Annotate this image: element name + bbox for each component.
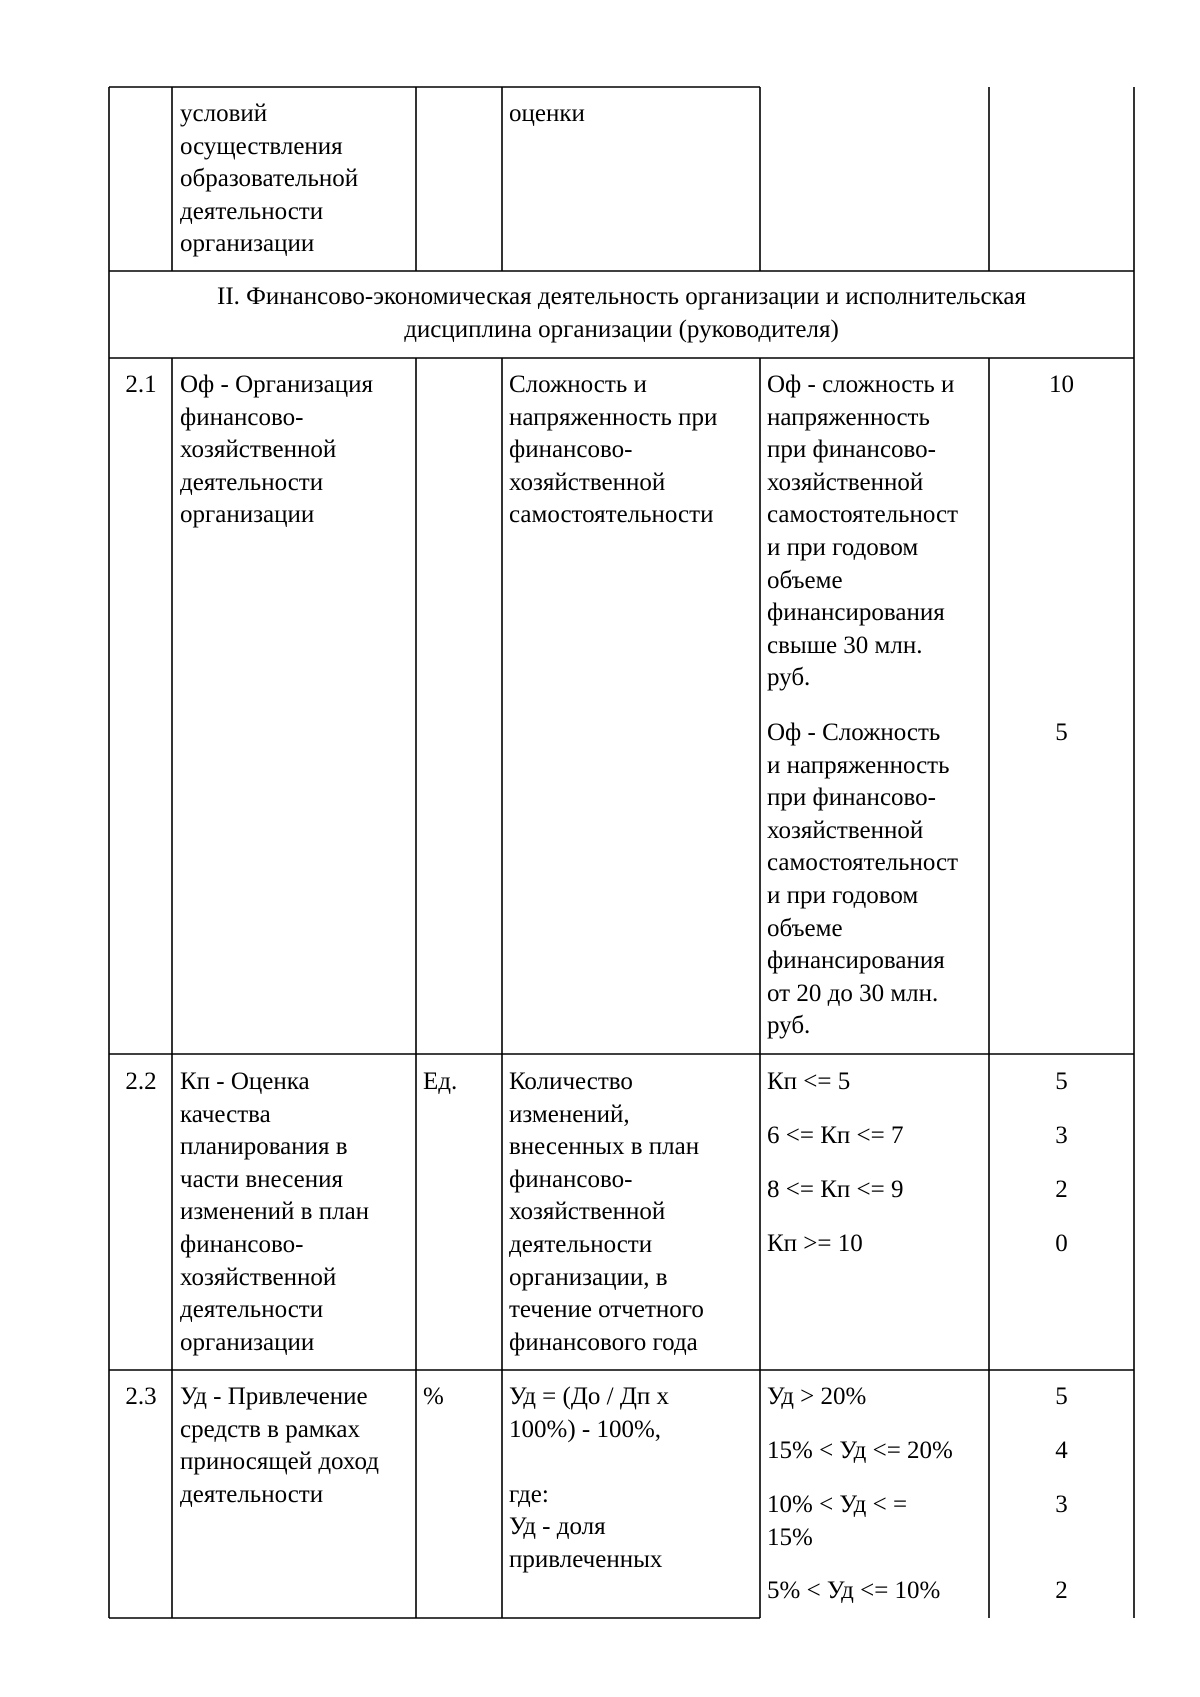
- row-2-2-points-3: 2: [1055, 1176, 1068, 1203]
- row-2-2-number: 2.2: [125, 1068, 157, 1095]
- row-2-2-points-1: 5: [1055, 1068, 1068, 1095]
- row-2-3-number: 2.3: [125, 1383, 157, 1410]
- row-2-3-points-1: 5: [1055, 1383, 1068, 1410]
- row-2-1-points-1: 10: [1049, 371, 1074, 398]
- row-2-1-criterion-1: Оф - сложность и напряженность при финансово- хозяйственной самостоятельност и при годовом объеме финансирования свыше 30 млн. руб.: [767, 371, 959, 692]
- row-2-2-method: Количество изменений, внесенных в план финансово- хозяйственной деятельности организации, в течение отчетного финансового года: [509, 1068, 704, 1356]
- row-2-1-indicator: Оф - Организация финансово- хозяйственной деятельности организации: [180, 371, 373, 529]
- row-2-1-criterion-2: Оф - Сложность и напряженность при финансово- хозяйственной самостоятельност и при годовом объеме финансирования от 20 до 30 млн. руб.: [767, 719, 959, 1040]
- row-2-2-unit: Ед.: [423, 1068, 458, 1095]
- row-2-3-method: Уд = (До / Дп х 100%) - 100%, где: Уд - доля привлеченных: [509, 1383, 670, 1573]
- row-2-3-unit: %: [423, 1383, 444, 1410]
- cont-method: оценки: [509, 100, 585, 127]
- row-2-2-points-4: 0: [1055, 1230, 1068, 1257]
- row-2-2-criterion-1: Кп <= 5: [767, 1068, 851, 1095]
- row-2-3-points-4: 2: [1055, 1577, 1068, 1604]
- row-2-1-number: 2.1: [125, 371, 157, 398]
- row-2-2-criterion-4: Кп >= 10: [767, 1230, 863, 1257]
- row-2-1-method: Сложность и напряженность при финансово- хозяйственной самостоятельности: [509, 371, 718, 529]
- row-2-1-points-2: 5: [1055, 719, 1068, 746]
- row-2-3-criterion-1: Уд > 20%: [767, 1383, 867, 1410]
- row-2-3-indicator: Уд - Привлечение средств в рамках приносящей доход деятельности: [180, 1383, 379, 1508]
- section-title: II. Финансово-экономическая деятельность организации и исполнительская дисциплина организации (руководителя): [217, 283, 1026, 343]
- row-2-3-criterion-2: 15% < Уд <= 20%: [767, 1437, 953, 1464]
- row-2-2-indicator: Кп - Оценка качества планирования в части внесения изменений в план финансово- хозяйственной деятельности организации: [180, 1068, 370, 1356]
- row-2-2-criterion-3: 8 <= Кп <= 9: [767, 1176, 904, 1203]
- row-2-3-points-3: 3: [1055, 1491, 1068, 1518]
- row-2-3-criterion-4: 5% < Уд <= 10%: [767, 1577, 941, 1604]
- row-2-3-points-2: 4: [1055, 1437, 1068, 1464]
- row-2-3-criterion-3: 10% < Уд < = 15%: [767, 1491, 908, 1551]
- row-2-2-criterion-2: 6 <= Кп <= 7: [767, 1122, 904, 1149]
- row-2-2-points-2: 3: [1055, 1122, 1068, 1149]
- cont-indicator-name: условий осуществления образовательной деятельности организации: [180, 100, 359, 258]
